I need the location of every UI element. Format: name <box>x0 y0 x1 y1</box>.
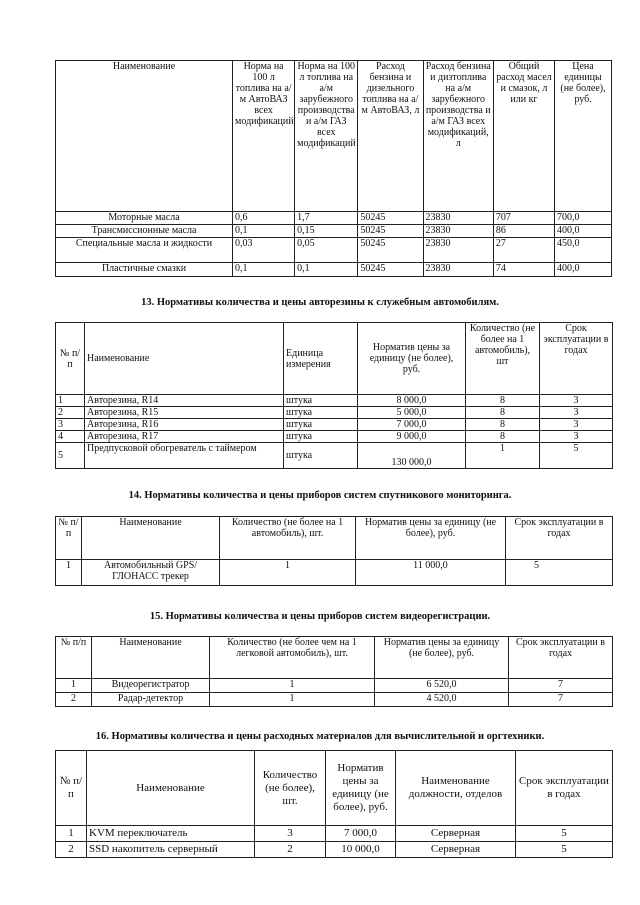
oils-cell: 707 <box>493 212 554 225</box>
tires-cell: 3 <box>56 419 85 431</box>
tires-cell: Авторезина, R14 <box>85 395 284 407</box>
oils-header-vaz-norm: Норма на 100 л топлива на а/м АвтоВАЗ всех модификаций <box>233 61 295 212</box>
it-cell: 1 <box>56 826 87 842</box>
oils-cell: Пластичные смазки <box>56 263 233 277</box>
oils-header-total: Общий расход масел и смазок, л или кг <box>493 61 554 212</box>
oils-cell: Моторные масла <box>56 212 233 225</box>
section-13-title: 13. Нормативы количества и цены авторезины к служебным автомобилям. <box>141 297 499 308</box>
oils-cell: 450,0 <box>555 238 612 263</box>
it-cell: 3 <box>255 826 326 842</box>
it-cell: 2 <box>56 842 87 858</box>
it-header-name: Наименование <box>87 751 255 826</box>
oils-cell: Трансмиссионные масла <box>56 225 233 238</box>
tires-header-term: Срок эксплуатации в годах <box>540 323 613 395</box>
it-header-position: Наименование должности, отделов <box>396 751 516 826</box>
it-header-qty: Количество (не более), шт. <box>255 751 326 826</box>
tires-cell: 3 <box>540 407 613 419</box>
tires-cell: штука <box>284 431 358 443</box>
gps-header-term: Срок эксплуатации в годах <box>506 517 613 560</box>
tires-cell: штука <box>284 395 358 407</box>
it-header-term: Срок эксплуатации в годах <box>516 751 613 826</box>
oils-header-name: Наименование <box>56 61 233 212</box>
tires-cell: 8 <box>466 407 540 419</box>
tires-cell: 130 000,0 <box>358 443 466 469</box>
table-row <box>56 560 613 586</box>
video-table <box>55 636 613 707</box>
video-header-qty: Количество (не более чем на 1 легковой автомобиль), шт. <box>210 637 375 679</box>
oils-cell: 23830 <box>423 263 493 277</box>
it-header-num: № п/п <box>56 751 87 826</box>
tires-header-name: Наименование <box>85 323 284 395</box>
tires-cell: Предпусковой обогреватель с таймером <box>85 443 284 469</box>
oils-cell: 1,7 <box>295 212 358 225</box>
section-15-title: 15. Нормативы количества и цены приборов систем видеорегистрации. <box>149 611 491 622</box>
it-cell: Серверная <box>396 826 516 842</box>
tires-cell: 7 000,0 <box>358 419 466 431</box>
tires-cell: Авторезина, R17 <box>85 431 284 443</box>
tires-cell: Авторезина, R15 <box>85 407 284 419</box>
it-cell: 7 000,0 <box>326 826 396 842</box>
oils-cell: 50245 <box>358 212 423 225</box>
tires-cell: Авторезина, R16 <box>85 419 284 431</box>
table-row <box>56 443 613 469</box>
table-row <box>56 225 612 238</box>
video-header-term: Срок эксплуатации в годах <box>509 637 613 679</box>
tires-cell: 8 <box>466 431 540 443</box>
oils-cell: 0,1 <box>233 263 295 277</box>
tires-header-qty: Количество (не более на 1 автомобиль), шт <box>466 323 540 395</box>
video-header-num: № п/п <box>56 637 92 679</box>
tires-cell: 9 000,0 <box>358 431 466 443</box>
tires-cell: 3 <box>540 419 613 431</box>
table-row <box>56 212 612 225</box>
oils-header-foreign-norm: Норма на 100 л топлива на а/м зарубежного производства и а/м ГАЗ всех модификаций <box>295 61 358 212</box>
table-row <box>56 395 613 407</box>
table-row <box>56 842 613 858</box>
table-row <box>56 826 613 842</box>
tires-header-num: № п/п <box>56 323 85 395</box>
oils-cell: 700,0 <box>555 212 612 225</box>
oils-cell: 74 <box>493 263 554 277</box>
oils-cell: 0,1 <box>295 263 358 277</box>
oils-cell: 0,15 <box>295 225 358 238</box>
table-row <box>56 693 613 707</box>
tires-header-price: Норматив цены за единицу (не более), руб. <box>358 323 466 395</box>
tires-cell: 8 <box>466 419 540 431</box>
tires-cell: 5 <box>56 443 85 469</box>
oils-cell: 23830 <box>423 225 493 238</box>
tires-cell: 3 <box>540 395 613 407</box>
section-16-title: 16. Нормативы количества и цены расходных материалов для вычислительной и оргтехники. <box>95 731 545 742</box>
video-cell: 7 <box>509 693 613 707</box>
table-row <box>56 679 613 693</box>
video-cell: Видеорегистратор <box>92 679 210 693</box>
gps-cell: 5 <box>506 560 613 586</box>
tires-cell: 2 <box>56 407 85 419</box>
video-cell: 1 <box>210 679 375 693</box>
table-row <box>56 407 613 419</box>
video-cell: Радар-детектор <box>92 693 210 707</box>
gps-header-qty: Количество (не более на 1 автомобиль), шт. <box>220 517 356 560</box>
oils-cell: 23830 <box>423 212 493 225</box>
it-cell: 5 <box>516 842 613 858</box>
oils-cell: 400,0 <box>555 263 612 277</box>
table-row <box>56 238 612 263</box>
oils-table <box>55 60 612 277</box>
gps-header-price: Норматив цены за единицу (не более), руб. <box>356 517 506 560</box>
tires-cell: 5 <box>540 443 613 469</box>
it-cell: 2 <box>255 842 326 858</box>
video-cell: 4 520,0 <box>375 693 509 707</box>
video-header-price: Норматив цены за единицу (не более), руб. <box>375 637 509 679</box>
it-consumables-table <box>55 750 613 858</box>
it-cell: 5 <box>516 826 613 842</box>
gps-cell: 1 <box>220 560 356 586</box>
oils-header-price: Цена единицы (не более), руб. <box>555 61 612 212</box>
gps-cell: Автомобильный GPS/ГЛОНАСС трекер <box>82 560 220 586</box>
oils-cell: 86 <box>493 225 554 238</box>
oils-cell: 0,1 <box>233 225 295 238</box>
video-cell: 1 <box>210 693 375 707</box>
video-cell: 7 <box>509 679 613 693</box>
video-cell: 1 <box>56 679 92 693</box>
tires-cell: штука <box>284 419 358 431</box>
oils-cell: 0,03 <box>233 238 295 263</box>
oils-cell: Специальные масла и жидкости <box>56 238 233 263</box>
tires-table <box>55 322 613 469</box>
oils-cell: 50245 <box>358 263 423 277</box>
it-header-price: Норматив цены за единицу (не более), руб. <box>326 751 396 826</box>
it-cell: 10 000,0 <box>326 842 396 858</box>
tires-cell: штука <box>284 407 358 419</box>
video-cell: 6 520,0 <box>375 679 509 693</box>
tires-header-unit: Единица измерения <box>284 323 358 395</box>
it-cell: KVM переключатель <box>87 826 255 842</box>
it-cell: Серверная <box>396 842 516 858</box>
gps-header-num: № п/п <box>56 517 82 560</box>
table-row <box>56 263 612 277</box>
tires-cell: 8 000,0 <box>358 395 466 407</box>
oils-cell: 50245 <box>358 238 423 263</box>
oils-cell: 50245 <box>358 225 423 238</box>
table-row <box>56 431 613 443</box>
oils-header-foreign-fuel: Расход бензина и дизтоплива на а/м зарубежного производства и а/м ГАЗ всех модификаций, л <box>423 61 493 212</box>
oils-cell: 23830 <box>423 238 493 263</box>
gps-cell: 11 000,0 <box>356 560 506 586</box>
oils-cell: 0,05 <box>295 238 358 263</box>
tires-cell: 3 <box>540 431 613 443</box>
gps-cell: 1 <box>56 560 82 586</box>
oils-header-vaz-fuel: Расход бензина и дизельного топлива на а/м АвтоВАЗ, л <box>358 61 423 212</box>
oils-cell: 400,0 <box>555 225 612 238</box>
section-14-title: 14. Нормативы количества и цены приборов систем спутникового мониторинга. <box>128 490 512 501</box>
tires-cell: 8 <box>466 395 540 407</box>
table-row <box>56 419 613 431</box>
gps-table <box>55 516 613 586</box>
oils-cell: 27 <box>493 238 554 263</box>
tires-cell: 4 <box>56 431 85 443</box>
video-cell: 2 <box>56 693 92 707</box>
video-header-name: Наименование <box>92 637 210 679</box>
tires-cell: штука <box>284 443 358 469</box>
tires-cell: 5 000,0 <box>358 407 466 419</box>
tires-cell: 1 <box>466 443 540 469</box>
it-cell: SSD накопитель серверный <box>87 842 255 858</box>
gps-header-name: Наименование <box>82 517 220 560</box>
oils-cell: 0,6 <box>233 212 295 225</box>
tires-cell: 1 <box>56 395 85 407</box>
